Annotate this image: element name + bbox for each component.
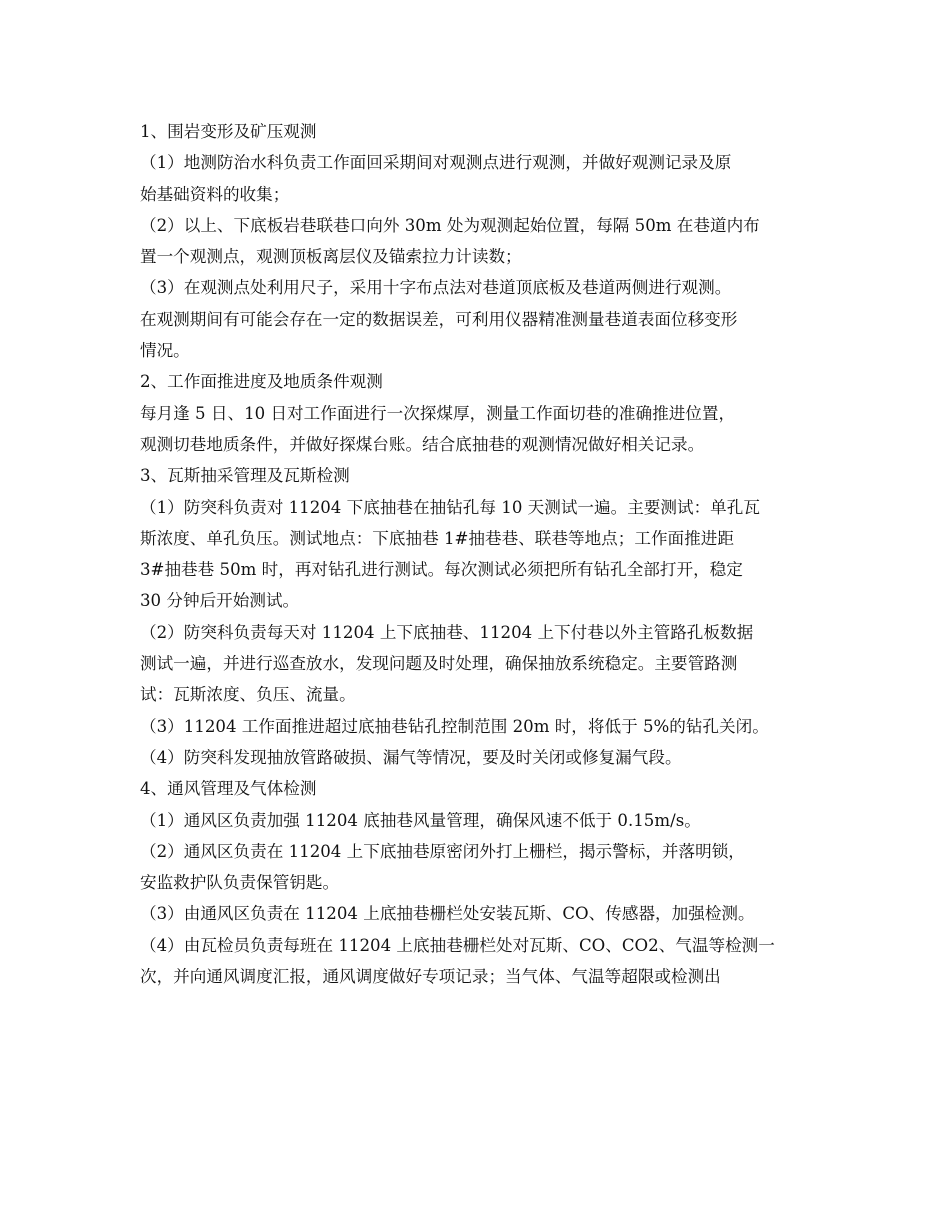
text-line: 情况。	[140, 341, 190, 361]
text-line: 次，并向通风调度汇报，通风调度做好专项记录；当气体、气温等超限或检测出	[140, 967, 721, 987]
heading-advance-geology: 2、工作面推进度及地质条件观测	[140, 372, 383, 392]
text-line: 在观测期间有可能会存在一定的数据误差，可利用仪器精准测量巷道表面位移变形	[140, 309, 738, 329]
text-line: （1）地测防治水科负责工作面回采期间对观测点进行观测，并做好观测记录及原	[140, 153, 732, 173]
text-line: （3）11204 工作面推进超过底抽巷钻孔控制范围 20m 时，将低于 5%的钻孔关闭。	[140, 716, 769, 736]
text-line: （2）防突科负责每天对 11204 上下底抽巷、11204 上下付巷以外主管路孔板数据	[140, 622, 754, 642]
text-line: 试：瓦斯浓度、负压、流量。	[140, 685, 356, 705]
text-line: 30 分钟后开始测试。	[140, 591, 300, 611]
text-line: 观测切巷地质条件，并做好探煤台账。结合底抽巷的观测情况做好相关记录。	[140, 434, 705, 454]
document-body	[140, 116, 812, 992]
text-line: 安监救护队负责保管钥匙。	[140, 873, 340, 893]
text-line: 斯浓度、单孔负压。测试地点：下底抽巷 1#抽巷巷、联巷等地点；工作面推进距	[140, 528, 734, 548]
text-line: （3）在观测点处利用尺子，采用十字布点法对巷道顶底板及巷道两侧进行观测。	[140, 278, 732, 298]
text-line: （2）通风区负责在 11204 上下底抽巷原密闭外打上栅栏，揭示警标，并落明锁，	[140, 841, 745, 861]
text-line: 每月逢 5 日、10 日对工作面进行一次探煤厚，测量工作面切巷的准确推进位置，	[140, 403, 736, 423]
text-line: 3#抽巷巷 50m 时，再对钻孔进行测试。每次测试必须把所有钻孔全部打开，稳定	[140, 560, 743, 580]
text-line: 置一个观测点，观测顶板离层仪及锚索拉力计读数；	[140, 247, 522, 267]
text-line: （1）通风区负责加强 11204 底抽巷风量管理，确保风速不低于 0.15m/s。	[140, 810, 701, 830]
text-line: （4）防突科发现抽放管路破损、漏气等情况，要及时关闭或修复漏气段。	[140, 747, 682, 767]
text-line: （3）由通风区负责在 11204 上底抽巷栅栏处安装瓦斯、CO、传感器，加强检测。	[140, 904, 755, 924]
text-line: 始基础资料的收集；	[140, 184, 290, 204]
text-line: 测试一遍，并进行巡查放水，发现问题及时处理，确保抽放系统稳定。主要管路测	[140, 654, 738, 674]
text-line: （2）以上、下底板岩巷联巷口向外 30m 处为观测起始位置，每隔 50m 在巷道内布	[140, 215, 760, 235]
heading-ventilation: 4、通风管理及气体检测	[140, 779, 317, 799]
text-line: （4）由瓦检员负责每班在 11204 上底抽巷栅栏处对瓦斯、CO、CO2、气温等检测一	[140, 935, 775, 955]
heading-gas-drainage: 3、瓦斯抽采管理及瓦斯检测	[140, 466, 350, 486]
text-line: （1）防突科负责对 11204 下底抽巷在抽钻孔每 10 天测试一遍。主要测试：单孔瓦	[140, 497, 760, 517]
heading-rock-deformation: 1、围岩变形及矿压观测	[140, 122, 317, 141]
